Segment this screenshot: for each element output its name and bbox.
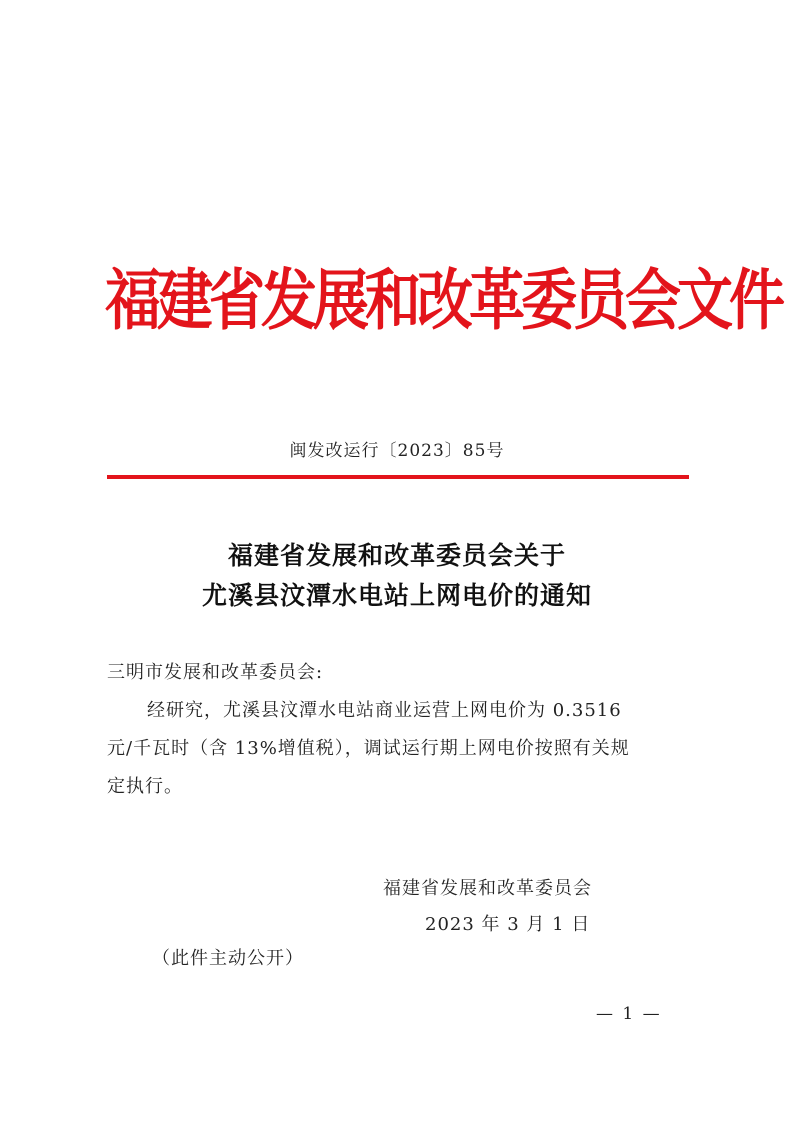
signature-organization: 福建省发展和改革委员会 <box>383 878 592 899</box>
page-number: — 1 — <box>596 1004 662 1024</box>
body-text-line-1: 经研究，尤溪县汶潭水电站商业运营上网电价为 0.3516 <box>147 700 622 721</box>
red-divider-line <box>107 475 689 479</box>
disclosure-note: （此件主动公开） <box>152 948 304 969</box>
body-text-line-2: 元/千瓦时（含 13%增值税），调试运行期上网电价按照有关规 <box>107 738 630 759</box>
document-header-title: 福建省发展和改革委员会文件 <box>105 263 781 340</box>
body-text-line-3: 定执行。 <box>107 776 183 797</box>
notice-title-line-1: 福建省发展和改革委员会关于 <box>227 541 566 570</box>
notice-title-line-2: 尤溪县汶潭水电站上网电价的通知 <box>201 581 592 610</box>
signature-date: 2023 年 3 月 1 日 <box>425 914 591 935</box>
document-number: 闽发改运行〔2023〕85号 <box>289 441 505 461</box>
salutation: 三明市发展和改革委员会: <box>107 662 324 683</box>
